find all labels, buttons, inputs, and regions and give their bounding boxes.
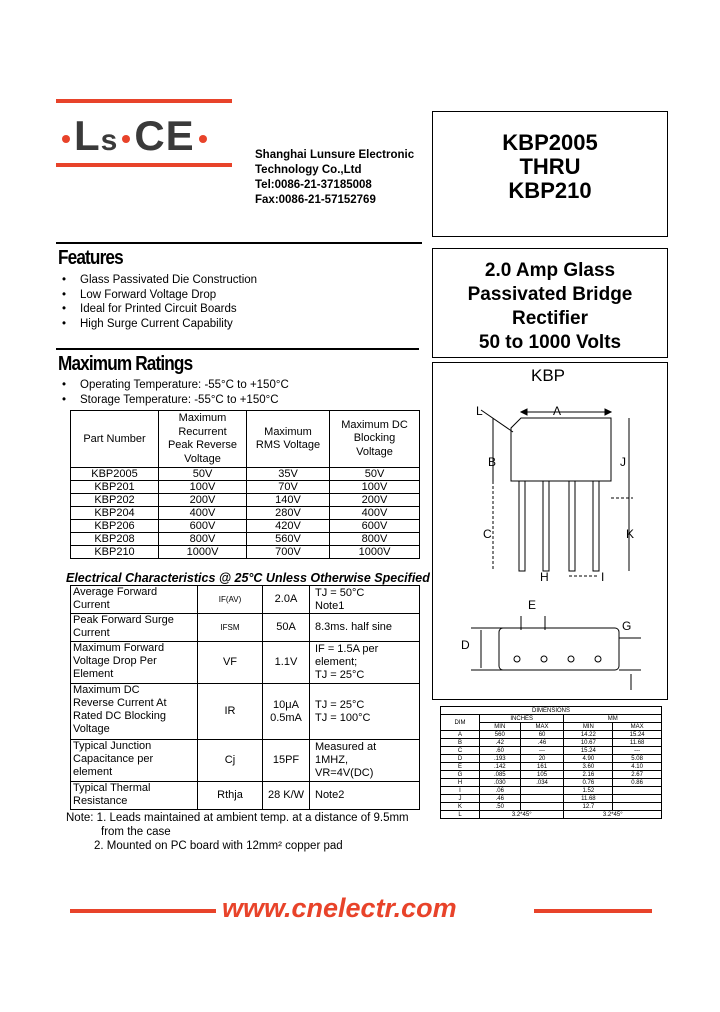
- list-item: • Operating Temperature: -55°C to +150°C: [80, 378, 289, 393]
- table-row: D .193 20 4.90 5.08: [441, 755, 662, 763]
- company-tel: Tel:0086-21-37185008: [255, 179, 372, 191]
- part-title-box: [432, 111, 668, 237]
- desc-line1: 2.0 Amp Glass: [484, 260, 616, 281]
- footer-bar-right: [534, 909, 652, 913]
- desc-line4: 50 to 1000 Volts: [478, 332, 622, 353]
- list-item: • High Surge Current Capability: [80, 317, 257, 332]
- notes: Note: 1. Leads maintained at ambient temp. at a distance of 9.5mm from the case 2. Mounted on PC board with 12mm² copper pad: [66, 812, 409, 852]
- title-line3: KBP210: [508, 178, 592, 203]
- table-row: J .46 11.68: [441, 795, 662, 803]
- features-list: [80, 273, 257, 331]
- table-row: G .085 105 2.16 2.67: [441, 771, 662, 779]
- company-fax: Fax:0086-21-57152769: [255, 194, 376, 206]
- list-item: • Ideal for Printed Circuit Boards: [80, 302, 257, 317]
- desc-line3: Rectifier: [511, 308, 589, 329]
- table-row: KBP204 400V 280V 400V: [71, 507, 420, 520]
- table-row: B .42 .46 10.67 11.68: [441, 739, 662, 747]
- ratings-list: [80, 378, 289, 407]
- table-row: C .60 --- 15.24 ---: [441, 747, 662, 755]
- table-row: Average Forward Current IF(AV) 2.0A TJ = 50°C Note1: [71, 586, 420, 614]
- ratings-table: [70, 410, 420, 559]
- company-logo: Ls CE: [58, 112, 211, 160]
- table-row: KBP210 1000V 700V 1000V: [71, 546, 420, 559]
- table-row: L 3.2*45° 3.2*45°: [441, 811, 662, 819]
- side-view-body: [499, 628, 619, 670]
- table-row: K .50 12.7: [441, 803, 662, 811]
- logo-bottom-bar: [56, 163, 232, 167]
- features-heading: Features: [58, 247, 123, 269]
- list-item: • Glass Passivated Die Construction: [80, 273, 257, 288]
- table-row: KBP208 800V 560V 800V: [71, 533, 420, 546]
- footer-bar-left: [70, 909, 216, 913]
- logo-top-bar: [56, 99, 232, 103]
- title-line1: KBP2005: [502, 130, 598, 155]
- table-row: A 560 60 14.22 15.24: [441, 731, 662, 739]
- table-row: Typical Junction Capacitance per element Cj 15PF Measured at 1MHZ, VR=4V(DC): [71, 740, 420, 782]
- dim-label-L: L: [476, 404, 483, 418]
- list-item: • Low Forward Voltage Drop: [80, 288, 257, 303]
- max-ratings-heading: Maximum Ratings: [58, 353, 193, 375]
- table-row: Maximum DC Reverse Current At Rated DC Blocking Voltage IR 10μA 0.5mA TJ = 25°C TJ = 100°C: [71, 684, 420, 740]
- electrical-table: [70, 585, 420, 810]
- dim-label-K: K: [626, 527, 635, 541]
- table-row: Maximum Forward Voltage Drop Per Element VF 1.1V IF = 1.5A per element; TJ = 25°C: [71, 642, 420, 684]
- package-body: [511, 418, 611, 481]
- table-row: Typical Thermal Resistance Rthja 28 K/W Note2: [71, 782, 420, 810]
- dimensions-table: DIMENSIONS DIM INCHES MM MIN MAX MIN MAX A 560 60 14.22 15.24 B .42 .46 10.67 11.68 C .60 --- 15.24 --- D .193 20 4.90 5.08 E .142 161 3.60 4.10 G .085 105 2.16 2.67 H .030 .034 0.76 0.86 I .06 1.52 J .46 11.68 K .50 12.7 L 3.2*45° 3.2*45°: [440, 706, 662, 819]
- col-dc-blocking: Maximum DC Blocking Voltage: [330, 411, 420, 468]
- divider-left: [56, 242, 422, 244]
- table-row: Peak Forward Surge Current IFSM 50A 8.3ms. half sine: [71, 614, 420, 642]
- package-name: KBP: [531, 366, 566, 385]
- company-name-2: Technology Co.,Ltd: [255, 164, 362, 176]
- dim-label-D: D: [461, 638, 470, 652]
- table-row: KBP206 600V 420V 600V: [71, 520, 420, 533]
- desc-line2: Passivated Bridge: [467, 284, 633, 305]
- dim-label-I: I: [601, 570, 605, 584]
- table-row: H .030 .034 0.76 0.86: [441, 779, 662, 787]
- title-line2: THRU: [519, 154, 581, 179]
- electrical-heading: Electrical Characteristics @ 25°C Unless Otherwise Specified: [66, 571, 430, 585]
- company-info: [255, 148, 414, 208]
- dim-label-A: A: [553, 404, 562, 418]
- list-item: • Storage Temperature: -55°C to +150°C: [80, 393, 289, 408]
- dim-label-C: C: [483, 527, 492, 541]
- table-row: KBP2005 50V 35V 50V: [71, 468, 420, 481]
- dim-label-E: E: [528, 598, 537, 612]
- table-row: KBP202 200V 140V 200V: [71, 494, 420, 507]
- table-row: I .06 1.52: [441, 787, 662, 795]
- divider-ratings: [56, 348, 419, 350]
- col-peak-reverse: Maximum Recurrent Peak Reverse Voltage: [159, 411, 247, 468]
- dim-label-J: J: [620, 455, 626, 469]
- col-rms: Maximum RMS Voltage: [247, 411, 330, 468]
- table-row: KBP201 100V 70V 100V: [71, 481, 420, 494]
- dim-label-H: H: [540, 570, 549, 584]
- description-box: [432, 248, 668, 358]
- col-part-number: Part Number: [71, 411, 159, 468]
- dim-label-G: G: [622, 619, 632, 633]
- dim-label-B: B: [488, 455, 497, 469]
- table-row: E .142 161 3.60 4.10: [441, 763, 662, 771]
- website-link[interactable]: www.cnelectr.com: [222, 893, 457, 923]
- company-name: Shanghai Lunsure Electronic: [255, 149, 415, 161]
